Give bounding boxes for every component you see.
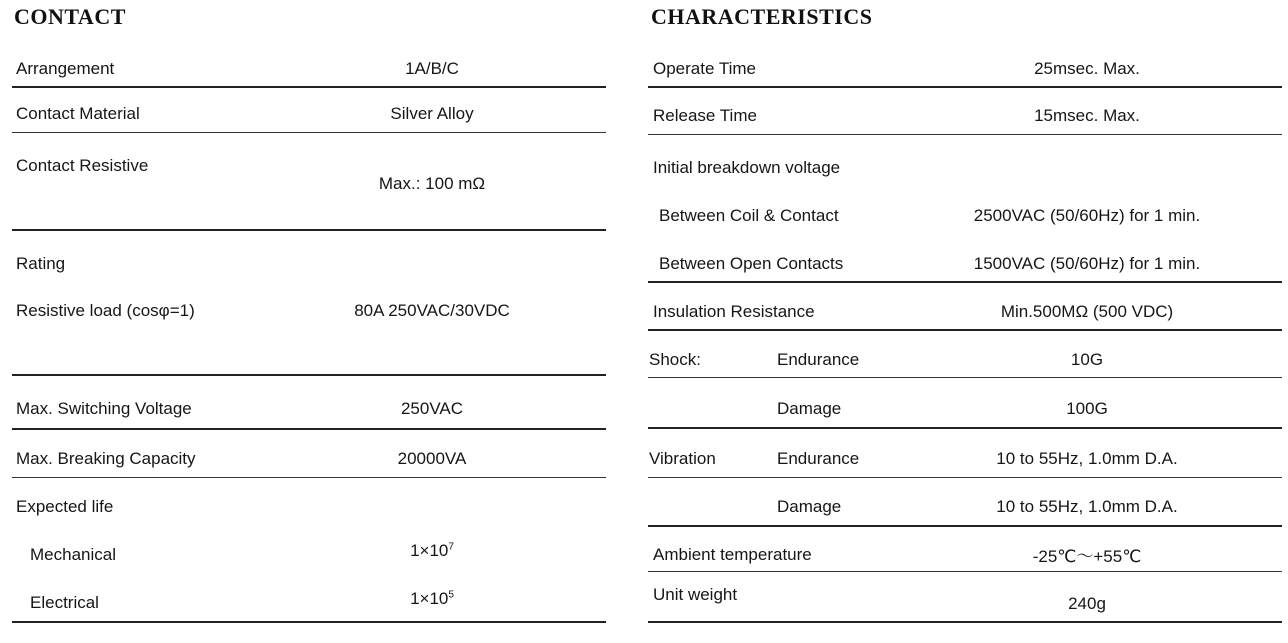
coil-label: Between Coil & Contact <box>659 206 839 225</box>
vibration-endurance-label: Endurance <box>777 449 860 468</box>
life-label: Expected life <box>16 497 114 516</box>
switching-value: 250VAC <box>400 399 464 418</box>
arrangement-value: 1A/B/C <box>405 59 459 78</box>
divider <box>648 477 1282 478</box>
divider <box>648 377 1282 378</box>
mechanical-value <box>410 541 454 561</box>
coil-value: 2500VAC (50/60Hz) for 1 min. <box>973 206 1201 225</box>
ambient-label: Ambient temperature <box>653 545 812 564</box>
release-label: Release Time <box>653 106 757 125</box>
electrical-value <box>410 589 454 609</box>
electrical-base: 1×10 <box>410 589 449 608</box>
vibration-label: Vibration <box>649 449 716 468</box>
divider <box>648 281 1282 283</box>
breaking-value: 20000VA <box>397 449 467 468</box>
divider <box>12 621 606 623</box>
contact-heading: CONTACT <box>14 4 126 29</box>
material-value: Silver Alloy <box>390 104 474 123</box>
divider <box>648 86 1282 88</box>
divider <box>12 428 606 430</box>
mechanical-label: Mechanical <box>30 545 116 564</box>
shock-damage-value: 100G <box>1066 399 1108 418</box>
mechanical-exp: 7 <box>448 541 454 553</box>
load-value: 80A 250VAC/30VDC <box>354 301 510 320</box>
material-label: Contact Material <box>16 104 140 123</box>
electrical-exp: 5 <box>448 589 454 601</box>
weight-value: 240g <box>1068 594 1106 613</box>
vibration-damage-value: 10 to 55Hz, 1.0mm D.A. <box>996 497 1178 516</box>
divider <box>648 134 1282 135</box>
vibration-endurance-value: 10 to 55Hz, 1.0mm D.A. <box>996 449 1178 468</box>
divider <box>12 86 606 88</box>
open-label: Between Open Contacts <box>659 254 844 273</box>
shock-damage-label: Damage <box>777 399 842 418</box>
divider <box>12 132 606 133</box>
electrical-label: Electrical <box>30 593 99 612</box>
arrangement-label: Arrangement <box>16 59 115 78</box>
rating-label: Rating <box>16 254 66 273</box>
divider <box>648 571 1282 572</box>
open-value: 1500VAC (50/60Hz) for 1 min. <box>973 254 1201 273</box>
shock-label: Shock: <box>649 350 701 369</box>
divider <box>648 329 1282 331</box>
operate-label: Operate Time <box>653 59 756 78</box>
insulation-value: Min.500MΩ (500 VDC) <box>1000 302 1174 321</box>
insulation-label: Insulation Resistance <box>653 302 815 321</box>
divider <box>648 525 1282 527</box>
weight-label: Unit weight <box>653 585 738 604</box>
divider <box>648 427 1282 429</box>
ambient-value: -25℃～+55℃ <box>1032 547 1142 566</box>
resistive-label: Contact Resistive <box>16 156 149 175</box>
breaking-label: Max. Breaking Capacity <box>16 449 196 468</box>
load-label: Resistive load (cosφ=1) <box>16 301 195 320</box>
operate-value: 25msec. Max. <box>1034 59 1140 78</box>
divider <box>12 477 606 478</box>
release-value: 15msec. Max. <box>1034 106 1140 125</box>
vibration-damage-label: Damage <box>777 497 842 516</box>
switching-label: Max. Switching Voltage <box>16 399 192 418</box>
resistive-value: Max.: 100 mΩ <box>378 174 486 193</box>
divider <box>12 229 606 231</box>
mechanical-base: 1×10 <box>410 541 449 560</box>
characteristics-heading: CHARACTERISTICS <box>651 4 873 29</box>
shock-endurance-value: 10G <box>1070 350 1104 369</box>
divider <box>648 621 1282 623</box>
shock-endurance-label: Endurance <box>777 350 860 369</box>
divider <box>12 374 606 376</box>
breakdown-label: Initial breakdown voltage <box>653 158 841 177</box>
